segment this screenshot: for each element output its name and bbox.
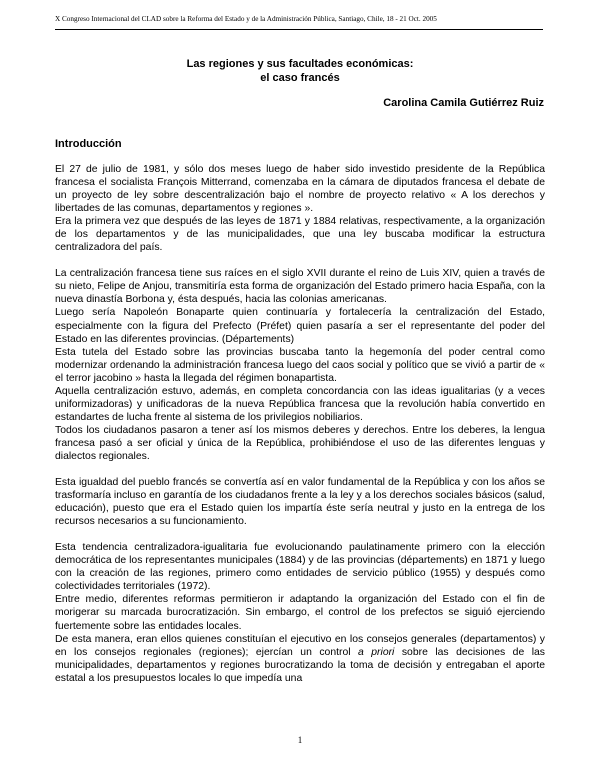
author-name: Carolina Camila Gutiérrez Ruiz <box>383 97 544 109</box>
paragraph: Esta tutela del Estado sobre las provincias buscaba tanto la hegemonía del poder central como modernizar ordenando la administración francesa luego del caos social y político que se vivió a partir de « el terror jacobino » hasta la llegada del régimen bonapartista. <box>55 346 545 384</box>
paragraph: Todos los ciudadanos pasaron a tener así los mismos deberes y derechos. Entre los deberes, la lengua francesa pasó a ser oficial y única de la República, prohibiéndose el uso de las diferentes lenguas y dialectos regionales. <box>55 424 545 462</box>
running-header: X Congreso Internacional del CLAD sobre la Reforma del Estado y de la Administración Pública, Santiago, Chile, 18 - 21 Oct. 2005 <box>55 15 543 30</box>
paragraph <box>55 633 545 685</box>
italic-text: a priori <box>358 646 395 658</box>
text-run: sobre las decisiones de las municipalidades, departamentos y regiones burocratizando la toma de decisión y entregaban el aporte estatal a los presupuestos locales lo que impedía una <box>55 646 545 684</box>
paragraph: Aquella centralización estuvo, además, en completa concordancia con las ideas igualitarias (y a veces uniformizadoras) y unificadoras de la nueva República francesa que la revolución había convertido en estandartes de lucha frente al sistema de los privilegios nobiliarios. <box>55 385 545 423</box>
paragraph: Entre medio, diferentes reformas permitieron ir adaptando la organización del Estado con el fin de morigerar su marcada burocratización. Sin embargo, el control de los prefectos se siguió ejerciendo fuertemente sobre las entidades locales. <box>55 594 545 632</box>
paragraph: El 27 de julio de 1981, y sólo dos meses luego de haber sido investido presidente de la República francesa el socialista François Mitterrand, comenzaba en la cámara de diputados francesa el debate de un proyecto de ley sobre descentralización bajo el nombre de proyecto relativo « A los derechos y libertades de las comunas, departamentos y regiones ». <box>55 164 545 215</box>
section-heading: Introducción <box>55 138 122 150</box>
body-text <box>55 163 545 685</box>
paragraph: Era la primera vez que después de las leyes de 1871 y 1884 relativas, respectivamente, a la organización de los departamentos y de las municipalidades, que una ley buscaba modificar la estructura centralizadora del país. <box>55 216 545 254</box>
page-number: 1 <box>297 735 303 745</box>
text-run: De esta manera, eran ellos quienes constituían el ejecutivo en los consejos generales (departamentos) y en los consejos regionales (regiones); ejercían un control <box>55 633 545 658</box>
document-title-line-1: Las regiones y sus facultades económicas: <box>186 58 414 70</box>
paragraph: Esta tendencia centralizadora-igualitaria fue evolucionando paulatinamente primero con la elección democrática de los representantes municipales (1884) y de las provincias (départements) en 1871 y luego con la creación de las regiones, primero como entidades de servicio público (1955) y después como colectividades territoriales (1972). <box>55 542 545 593</box>
paragraph: La centralización francesa tiene sus raíces en el siglo XVII durante el reino de Luis XIV, quien a través de su nieto, Felipe de Anjou, transmitiría esta forma de organización del Estado primero hacia España, con la nueva dinastía Borbona y, ésta después, hacia las colonias americanas. <box>55 268 545 306</box>
document-title-line-2: el caso francés <box>260 72 340 84</box>
paragraph: Esta igualdad del pueblo francés se convertía así en valor fundamental de la República y con los años se trasformaría incluso en garantía de los ciudadanos frente a la ley y a los derechos sociales básicos (salud, educación), puesto que era el Estado quien los impartía éste sería neutral y justo en la entrega de los recursos necesarios a su funcionamiento. <box>55 477 545 528</box>
paragraph: Luego sería Napoleón Bonaparte quien continuaría y fortalecería la centralización del Estado, especialmente con la figura del Prefecto (Préfet) quien pasaría a ser el representante del poder del Estado en las diferentes provincias. (Départements) <box>55 307 545 345</box>
